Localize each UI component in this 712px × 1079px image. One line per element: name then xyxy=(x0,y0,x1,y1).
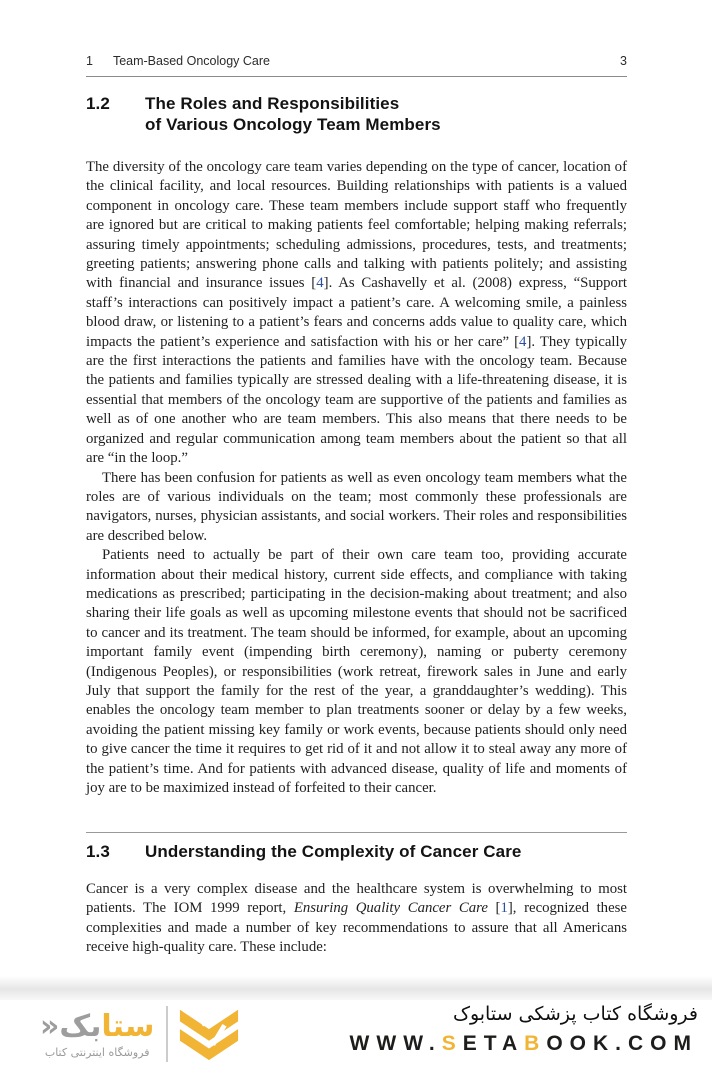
text-run: WWW. xyxy=(349,1032,442,1055)
setabook-logo xyxy=(40,1005,240,1063)
text-run: ], recognized these complexities and made a number of key recommendations to assure that all Americans receive high-quality care. These include: xyxy=(86,900,627,956)
text-run: [ xyxy=(487,900,501,917)
text-run: Patients need to actually be part of their own care team too, providing accurate information about their medical history, current side effects, and compliance with taking medications as prescribed; participating in the decision-making about treatment; and also sharing their life goals as well as upcoming milestone events that should not be sacrificed to cancer and its treatment. The team should be informed, for example, about an upcoming important family event (impending birth ceremony), naming or puberty ceremony (Indigenous Peoples), or responsibilities (work retreat, firework sales in June and early July that support the family for the rest of the year, a granddaughter’s wedding). This enables the oncology team member to plan treatments sooner or delay by a few weeks, avoiding the patient missing key family or work events, because patients should only need to give cancer the time it requires to get rid of it and not allow it to steal away any more of the patient’s time. And for patients with advanced disease, quality of life and moments of joy are to be maximized instead of forfeited to their cancer. xyxy=(86,547,627,796)
running-header xyxy=(86,54,627,68)
text-run: ]. As Cashavelly et al. (2008) express, “Support staff’s interactions can positively impact a patient’s care. A welcoming smile, a painless blood draw, or listening to a patient’s fears and concerns adds value to quality care, which impacts the patient’s experience and satisfaction with his or her care” [ xyxy=(86,275,627,350)
section-number: 1.3 xyxy=(86,842,110,862)
setabook-chevron-icon xyxy=(178,1005,240,1063)
text-run: OOK.COM xyxy=(546,1032,698,1055)
logo-wordmark-accent: ستا xyxy=(101,1008,155,1044)
store-info xyxy=(350,1001,698,1056)
chapter-title: Team-Based Oncology Care xyxy=(112,54,270,68)
section-1-3-heading xyxy=(86,842,627,863)
section-title-line: The Roles and Responsibilities xyxy=(145,94,400,113)
paragraph xyxy=(86,469,627,547)
section-rule xyxy=(86,832,627,833)
header-rule xyxy=(86,76,627,77)
text-run: Cancer is a very complex disease and the healthcare system is overwhelming to most patients. The IOM 1999 report, xyxy=(86,880,627,917)
section-number: 1.2 xyxy=(86,94,110,113)
citation-link[interactable]: 1 xyxy=(500,900,508,917)
text-run: ]. They typically are the first interactions the patients and families have with the oncology team. Because the patients and families typically are stressed dealing with a life-threatening disease, it is essential that members of the oncology team are supportive of the patients and families as well as of one another who are team members. This also means that there needs to be organized and regular communication among team members about the patient so that all are “in the loop.” xyxy=(86,333,628,467)
text-run: B xyxy=(524,1032,547,1055)
section-title-line: of Various Oncology Team Members xyxy=(145,114,441,134)
logo-divider xyxy=(166,1006,168,1062)
section-1-2-heading xyxy=(86,94,627,135)
section-title xyxy=(145,94,441,135)
paragraph xyxy=(86,546,627,798)
logo-wordmark-gray: بک« xyxy=(40,1008,102,1044)
citation-link[interactable]: 4 xyxy=(316,275,324,292)
logo-wordmark xyxy=(40,1010,154,1044)
text-run: S xyxy=(441,1032,463,1055)
chapter-number: 1 xyxy=(86,54,93,68)
page-bottom-shadow xyxy=(0,976,712,1000)
page-number: 3 xyxy=(620,54,627,68)
store-url xyxy=(350,1032,698,1056)
paragraph xyxy=(86,880,627,958)
text-run: The diversity of the oncology care team varies depending on the type of cancer, location of the clinical facility, and local resources. Building relationships with patients is a valued component in oncology care. These team members include support staff who frequently are ignored but are critical to making patients feel comfortable; helping making referrals; assuring timely appointments; scheduling admissions, procedures, tests, and treatments; greeting patients; answering phone calls and talking with patients politely; and assisting with financial and insurance issues [ xyxy=(86,159,627,292)
text-run: ETA xyxy=(462,1032,525,1055)
logo-subtitle: فروشگاه اینترنتی کتاب xyxy=(44,1045,150,1059)
citation-link[interactable]: 4 xyxy=(519,333,527,350)
paragraph xyxy=(86,158,627,469)
logo-text-block xyxy=(40,1010,154,1059)
watermark-footer xyxy=(0,1000,712,1079)
store-title-persian: فروشگاه کتاب پزشکی ستابوک xyxy=(452,1003,698,1025)
text-run: There has been confusion for patients as well as even oncology team members what the roles are of various individuals on the team; most commonly these professionals are navigators, nurses, physician assistants, and social workers. Their roles and responsibilities are described below. xyxy=(86,469,627,544)
text-run: Ensuring Quality Cancer Care xyxy=(293,900,488,917)
section-title: Understanding the Complexity of Cancer Care xyxy=(145,842,522,862)
page-content xyxy=(86,94,627,958)
